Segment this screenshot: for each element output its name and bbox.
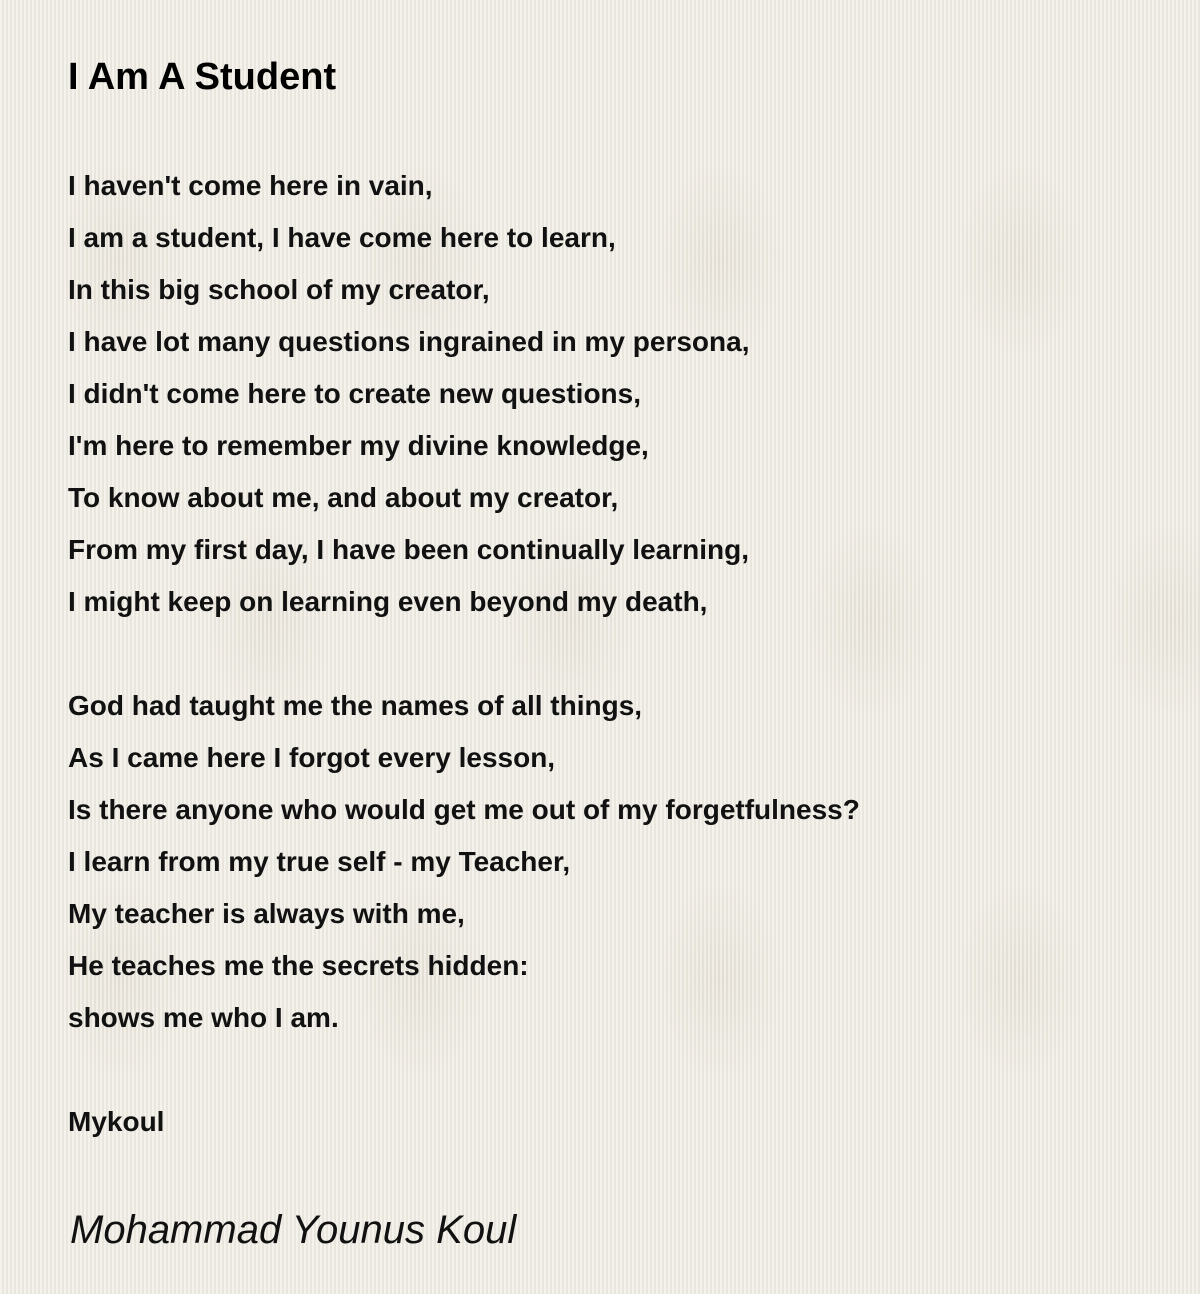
- poem-signoff: Mykoul: [68, 1106, 165, 1137]
- poem-line: I haven't come here in vain,: [68, 170, 433, 201]
- stanza-2: [68, 680, 1168, 1044]
- poem-line: shows me who I am.: [68, 1002, 339, 1033]
- stanza-1: [68, 160, 1168, 628]
- poem-line: In this big school of my creator,: [68, 274, 490, 305]
- poem-line: I might keep on learning even beyond my death,: [68, 586, 708, 617]
- poem-line: I am a student, I have come here to learn,: [68, 222, 616, 253]
- poem-line: God had taught me the names of all things,: [68, 690, 643, 721]
- poem-line: I didn't come here to create new questions,: [68, 378, 642, 409]
- poem-line: He teaches me the secrets hidden:: [68, 950, 529, 981]
- poem-line: As I came here I forgot every lesson,: [68, 742, 556, 773]
- poem-title: I Am A Student: [68, 56, 337, 98]
- poem-line: To know about me, and about my creator,: [68, 482, 619, 513]
- poem-line: I have lot many questions ingrained in my persona,: [68, 326, 750, 357]
- poem-line: From my first day, I have been continually learning,: [68, 534, 749, 565]
- poem-line: I learn from my true self - my Teacher,: [68, 846, 571, 877]
- poem-line: I'm here to remember my divine knowledge,: [68, 430, 649, 461]
- poem-line: My teacher is always with me,: [68, 898, 465, 929]
- poem-container: [68, 54, 1168, 1254]
- poem-line: Is there anyone who would get me out of my forgetfulness?: [68, 794, 860, 825]
- author-name[interactable]: Mohammad Younus Koul: [70, 1208, 517, 1252]
